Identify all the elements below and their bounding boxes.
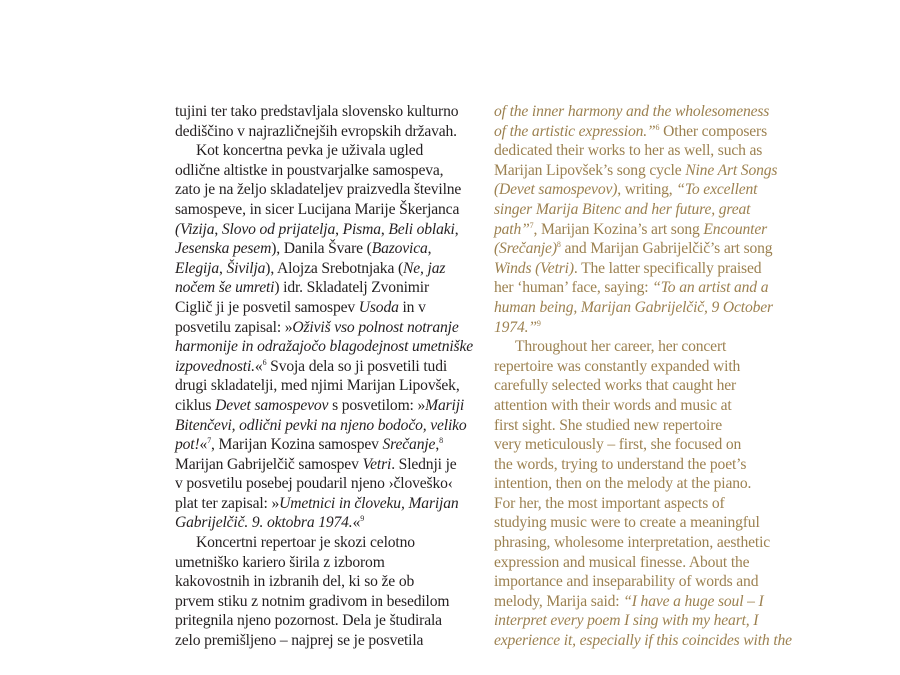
text-line: Throughout her career, her concert (515, 338, 727, 356)
text-line: interpret every poem I sing with my heart, I (494, 612, 759, 630)
text-line: dediščino v najrazličnejših evropskih državah. (175, 122, 457, 140)
text-line: izpovednosti.«$^6$ Svoja dela so ji posvetili tudi (175, 357, 448, 375)
text-line: carefully selected works that caught her (494, 377, 737, 395)
text-line: (Devet samospevov), writing, “To excellent (494, 181, 758, 199)
text-line: expression and musical finesse. About the (494, 553, 750, 571)
text-line: Marijan Lipovšek’s song cycle Nine Art Songs (494, 161, 778, 179)
text-line: ciklus Devet samospevov s posvetilom: »Mariji (175, 396, 465, 414)
text-line: Jesenska pesem), Danila Švare (Bazovica, (175, 240, 432, 258)
text-line: 1974.”$^9$ (494, 318, 541, 336)
text-line: (Vizija, Slovo od prijatelja, Pisma, Beli oblaki, (175, 220, 459, 238)
slovene-text-column (175, 102, 493, 651)
text-line: intention, then on the melody at the piano. (494, 475, 752, 493)
text-line: Kot koncertna pevka je uživala ugled (196, 142, 424, 160)
text-line: importance and inseparability of words and (494, 573, 759, 591)
text-line: kakovostnih in izbranih del, ki so že ob (175, 573, 415, 591)
text-line: of the artistic expression.”$^6$ Other composers (494, 122, 768, 140)
text-line: phrasing, wholesome interpretation, aesthetic (494, 534, 771, 552)
text-line: drugi skladatelji, med njimi Marijan Lipovšek, (175, 377, 460, 395)
text-line: v posvetilu posebej poudaril njeno ›človeško‹ (175, 475, 453, 493)
text-line: nočem še umreti) idr. Skladatelj Zvonimir (175, 279, 429, 297)
text-line: Winds (Vetri). The latter specifically praised (494, 259, 762, 277)
text-line: odlične altistke in poustvarjalke samospeva, (175, 161, 444, 179)
text-line: zelo premišljeno – najprej se je posvetila (175, 632, 424, 650)
text-line: her ‘human’ face, saying: “To an artist and a (494, 279, 769, 297)
text-line: For her, the most important aspects of (494, 494, 725, 512)
text-line: melody, Marija said: “I have a huge soul – I (494, 592, 764, 610)
text-line: prvem stiku z notnim gradivom in besedilom (175, 592, 450, 610)
text-line: zato je na željo skladateljev praizvedla številne (175, 181, 462, 199)
text-line: Ciglič ji je posvetil samospev Usoda in v (175, 298, 426, 316)
text-line: tujini ter tako predstavljala slovensko kulturno (175, 103, 459, 120)
text-line: studying music were to create a meaningful (494, 514, 760, 532)
text-line: posvetilu zapisal: »Oživiš vso polnost notranje (175, 318, 459, 336)
text-line: plat ter zapisal: »Umetnici in človeku, Marijan (175, 494, 459, 512)
text-line: first sight. She studied new repertoire (494, 416, 723, 434)
text-line: (Srečanje)$^8$ and Marijan Gabrijelčič’s art song (494, 240, 773, 258)
text-line: human being, Marijan Gabrijelčič, 9 October (494, 298, 773, 316)
text-line: of the inner harmony and the wholesomeness (494, 103, 770, 120)
text-line: repertoire was constantly expanded with (494, 357, 741, 375)
english-text-column (494, 102, 814, 651)
text-line: the words, trying to understand the poet’s (494, 455, 747, 473)
text-line: Elegija, Šivilja), Alojza Srebotnjaka (Ne, jaz (175, 259, 446, 277)
text-line: harmonije in odražajočo blagodejnost umetniške (175, 338, 474, 356)
text-line: very meticulously – first, she focused on (494, 436, 742, 454)
text-line: dedicated their works to her as well, such as (494, 142, 763, 160)
text-line: pot!«$^7$, Marijan Kozina samospev Srečanje,$^8$ (175, 436, 443, 454)
text-line: Marijan Gabrijelčič samospev Vetri. Slednji je (175, 455, 457, 473)
text-line: umetniško kariero širila z izborom (175, 553, 385, 571)
text-line: path”$^7$, Marijan Kozina’s art song Encounter (494, 220, 768, 238)
text-line: Gabrijelčič. 9. oktobra 1974.«$^9$ (175, 514, 365, 532)
text-line: pritegnila njeno pozornost. Dela je študirala (175, 612, 442, 630)
text-line: singer Marija Bitenc and her future, great (494, 200, 751, 218)
text-line: samospeve, in sicer Lucijana Marije Škerjanca (175, 200, 460, 218)
text-line: attention with their words and music at (494, 396, 732, 414)
text-line: Bitenčevi, odlični pevki na njeno bodočo, veliko (175, 416, 467, 434)
text-line: experience it, especially if this coincides with the (494, 632, 792, 650)
text-line: Koncertni repertoar je skozi celotno (196, 534, 415, 552)
